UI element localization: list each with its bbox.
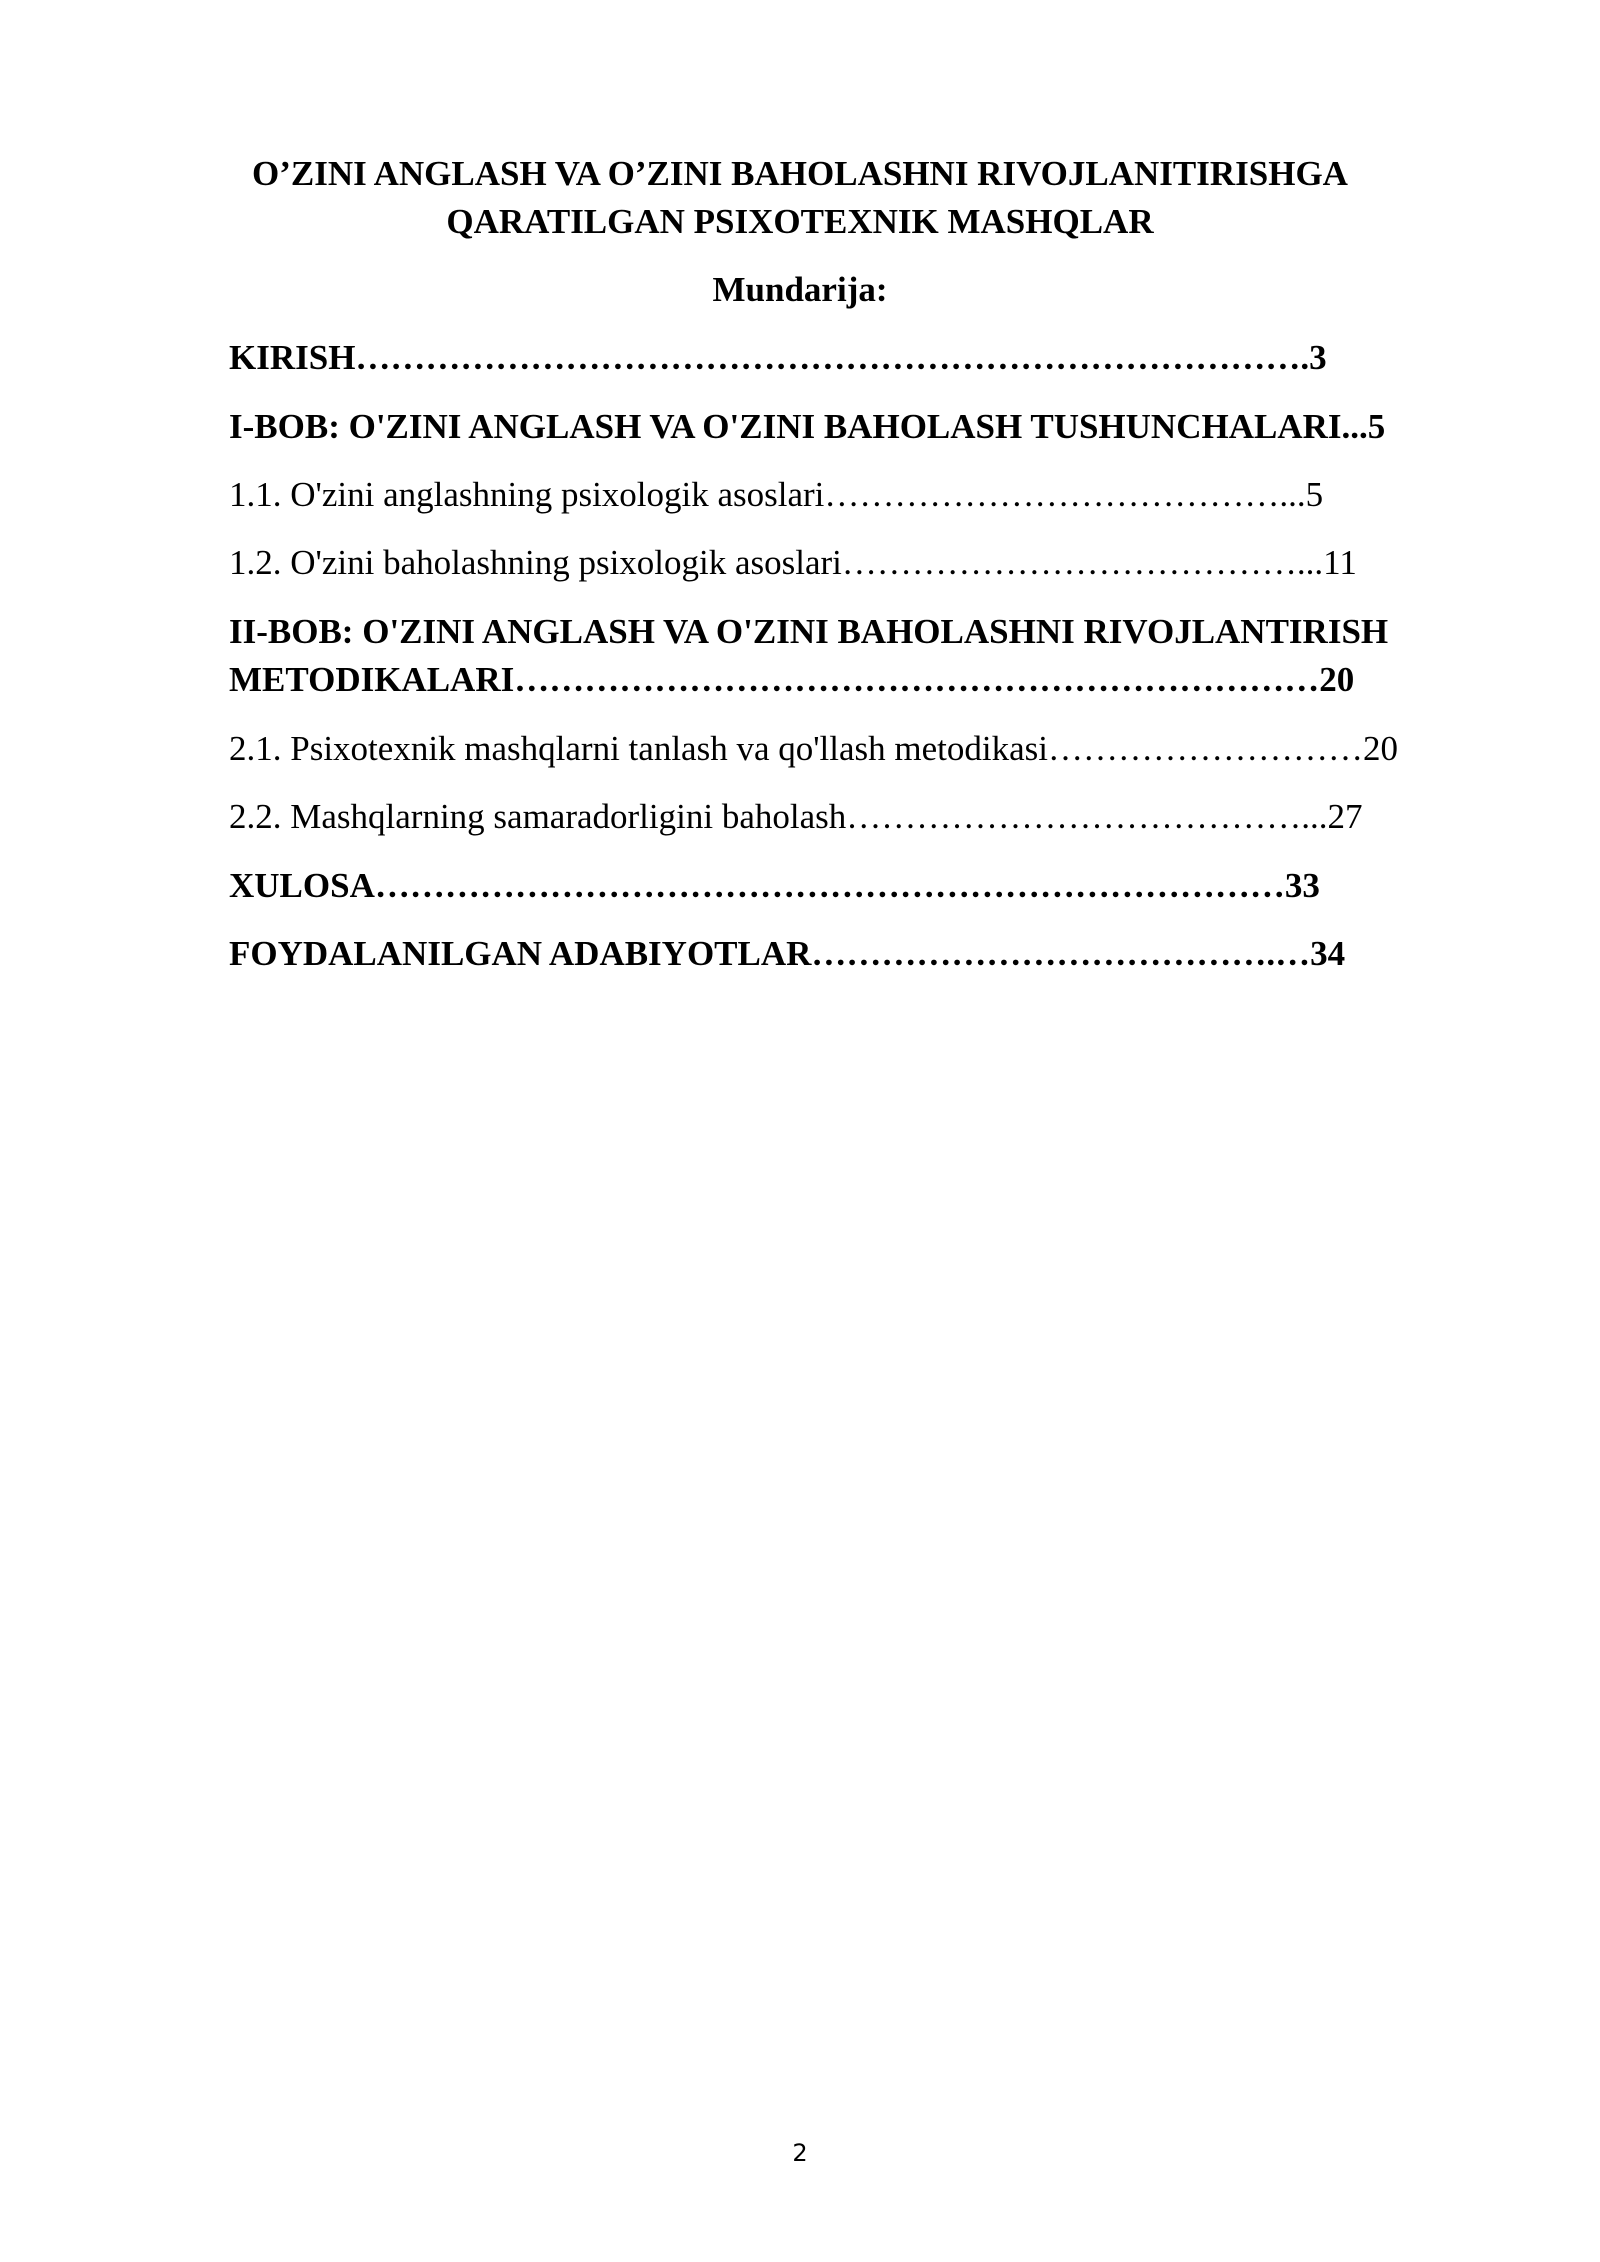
toc-entry-section-2-1: 2.1. Psixotexnik mashqlarni tanlash va qo'llash metodikasi………………………20	[229, 729, 1398, 768]
toc-heading: Mundarija:	[712, 270, 888, 309]
document-title	[200, 150, 1400, 246]
toc-entry-xulosa: XULOSA……………………………………………………………………33	[229, 866, 1320, 905]
toc-entry-chapter-2-line-2: METODIKALARI……………………………………………………………20	[229, 660, 1355, 699]
toc-entry-section-1-1: 1.1. O'zini anglashning psixologik asoslari…………………………………...5	[229, 475, 1324, 514]
page-number: 2	[792, 2139, 808, 2167]
toc-entry-chapter-1: I-BOB: O'ZINI ANGLASH VA O'ZINI BAHOLASH TUSHUNCHALARI...5	[229, 407, 1386, 446]
toc-entry-chapter-2-line-1: II-BOB: O'ZINI ANGLASH VA O'ZINI BAHOLASHNI RIVOJLANTIRISH	[229, 612, 1389, 651]
toc-entry-kirish: KIRISH……………………………………………………………………….3	[229, 338, 1327, 377]
title-line-1: O’ZINI ANGLASH VA O’ZINI BAHOLASHNI RIVOJLANITIRISHGA	[252, 154, 1348, 193]
toc-entry-section-2-2: 2.2. Mashqlarning samaradorligini baholash…………………………………...27	[229, 797, 1363, 836]
toc-entry-section-1-2: 1.2. O'zini baholashning psixologik asoslari…………………………………...11	[229, 543, 1357, 582]
toc-entry-adabiyotlar: FOYDALANILGAN ADABIYOTLAR………………………………….…34	[229, 934, 1346, 973]
title-line-2: QARATILGAN PSIXOTEXNIK MASHQLAR	[446, 202, 1154, 241]
